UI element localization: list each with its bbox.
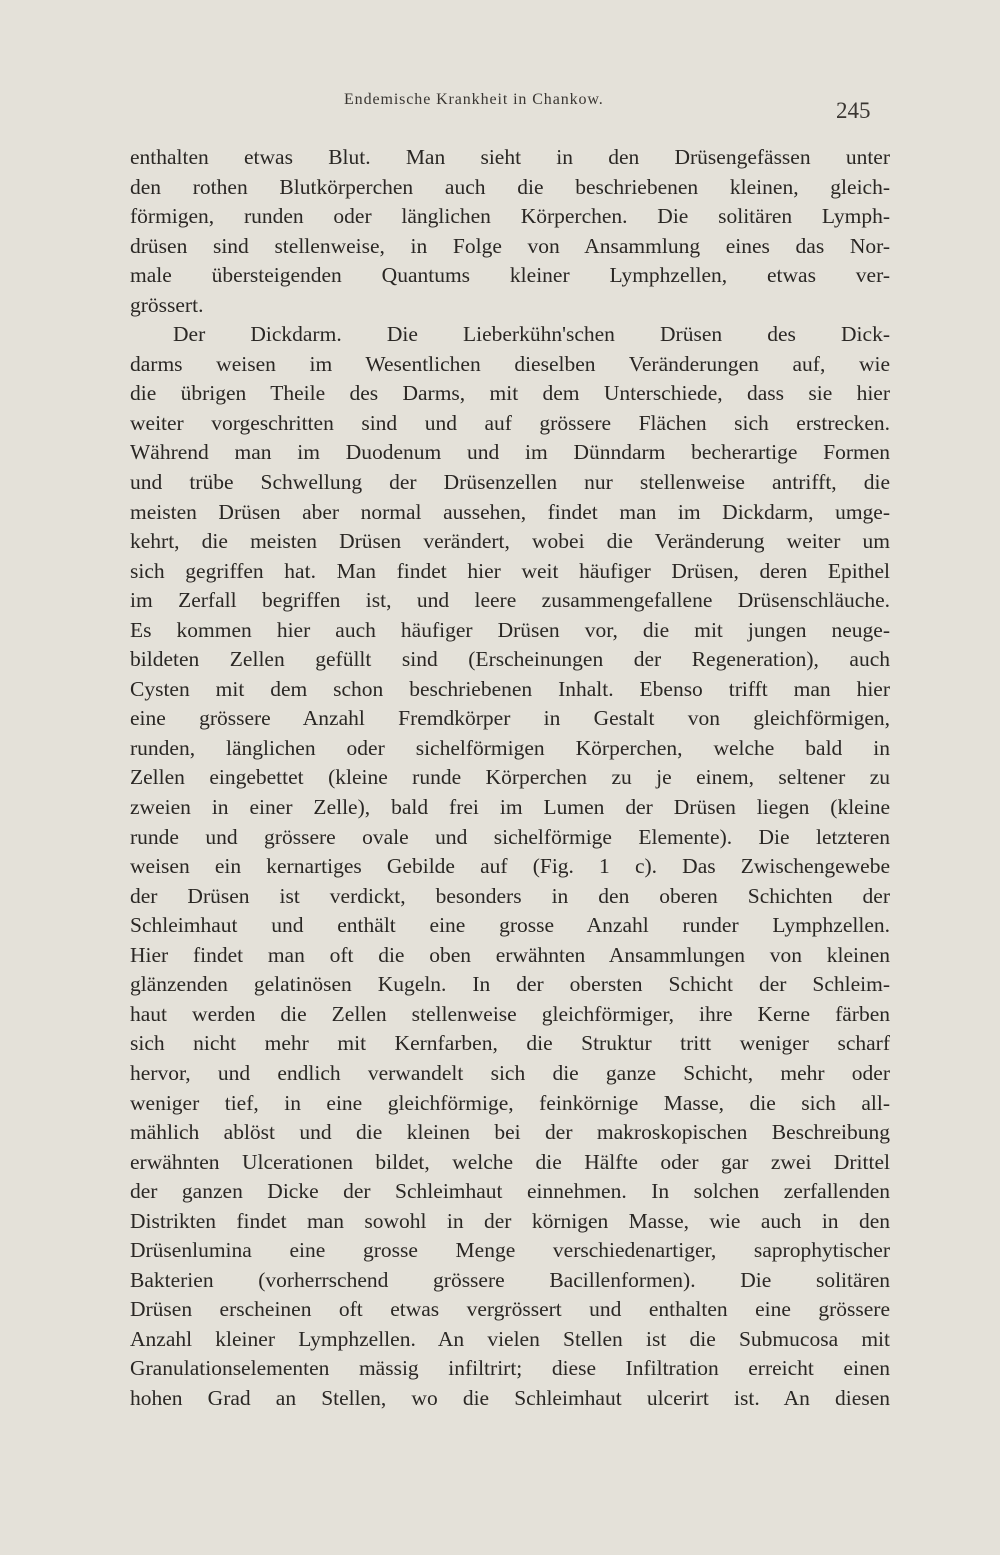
text-line: Cysten mit dem schon beschriebenen Inhalt. Ebenso trifft man hier xyxy=(130,676,890,701)
text-line: weiter vorgeschritten sind und auf grössere Flächen sich erstrecken. xyxy=(130,410,890,435)
text-line: Anzahl kleiner Lymphzellen. An vielen Stellen ist die Submucosa mit xyxy=(130,1326,890,1351)
text-line: mählich ablöst und die kleinen bei der makroskopischen Beschreibung xyxy=(130,1120,890,1145)
text-line: grössert. xyxy=(130,292,204,317)
text-line: enthalten etwas Blut. Man sieht in den Drüsengefässen unter xyxy=(130,145,890,169)
text-line: förmigen, runden oder länglichen Körperchen. Die solitären Lymph- xyxy=(130,204,890,229)
text-line: kehrt, die meisten Drüsen verändert, wobei die Veränderung weiter um xyxy=(130,529,890,554)
text-line: darms weisen im Wesentlichen dieselben Veränderungen auf, wie xyxy=(130,351,890,376)
text-line: haut werden die Zellen stellenweise gleichförmiger, ihre Kerne färben xyxy=(130,1001,890,1026)
text-line: erwähnten Ulcerationen bildet, welche die Hälfte oder gar zwei Drittel xyxy=(130,1149,890,1174)
text-line: der Drüsen ist verdickt, besonders in den oberen Schichten der xyxy=(130,883,890,908)
text-line: Schleimhaut und enthält eine grosse Anzahl runder Lymphzellen. xyxy=(130,913,890,938)
text-line: Drüsen erscheinen oft etwas vergrössert und enthalten eine grössere xyxy=(130,1297,890,1322)
text-line: meisten Drüsen aber normal aussehen, findet man im Dickdarm, umge- xyxy=(130,499,890,524)
text-line: weniger tief, in eine gleichförmige, feinkörnige Masse, die sich all- xyxy=(130,1090,890,1115)
text-line: bildeten Zellen gefüllt sind (Erscheinungen der Regeneration), auch xyxy=(130,647,890,672)
text-line: und trübe Schwellung der Drüsenzellen nur stellenweise antrifft, die xyxy=(130,470,890,495)
text-line: weisen ein kernartiges Gebilde auf (Fig. 1 c). Das Zwischengewebe xyxy=(130,854,890,879)
text-line: Granulationselementen mässig infiltrirt; diese Infiltration erreicht einen xyxy=(130,1356,890,1381)
text-line: die übrigen Theile des Darms, mit dem Unterschiede, dass sie hier xyxy=(130,381,890,406)
text-line: runden, länglichen oder sichelförmigen Körperchen, welche bald in xyxy=(130,735,890,760)
text-line: im Zerfall begriffen ist, und leere zusammengefallene Drüsenschläuche. xyxy=(130,588,890,613)
body-text xyxy=(130,143,890,1414)
text-line: hervor, und endlich verwandelt sich die ganze Schicht, mehr oder xyxy=(130,1060,890,1085)
text-line: eine grössere Anzahl Fremdkörper in Gestalt von gleichförmigen, xyxy=(130,706,890,731)
text-line: Drüsenlumina eine grosse Menge verschiedenartiger, saprophytischer xyxy=(130,1238,890,1263)
text-line: zweien in einer Zelle), bald frei im Lumen der Drüsen liegen (kleine xyxy=(130,795,890,820)
page-number: 245 xyxy=(836,98,871,123)
text-line: der ganzen Dicke der Schleimhaut einnehmen. In solchen zerfallenden xyxy=(130,1179,890,1204)
text-line: Distrikten findet man sowohl in der körnigen Masse, wie auch in den xyxy=(130,1208,890,1233)
text-line: sich gegriffen hat. Man findet hier weit häufiger Drüsen, deren Epithel xyxy=(130,558,890,583)
text-line: male übersteigenden Quantums kleiner Lymphzellen, etwas ver- xyxy=(130,263,890,288)
text-line: hohen Grad an Stellen, wo die Schleimhaut ulcerirt ist. An diesen xyxy=(130,1385,890,1410)
text-line: Zellen eingebettet (kleine runde Körperchen zu je einem, seltener zu xyxy=(130,765,890,790)
text-line: runde und grössere ovale und sichelförmige Elemente). Die letzteren xyxy=(130,824,890,849)
text-line: Während man im Duodenum und im Dünndarm becherartige Formen xyxy=(130,440,890,465)
text-line: Bakterien (vorherrschend grössere Bacillenformen). Die solitären xyxy=(130,1267,890,1292)
text-line: drüsen sind stellenweise, in Folge von Ansammlung eines das Nor- xyxy=(130,233,890,258)
text-line: Es kommen hier auch häufiger Drüsen vor, die mit jungen neuge- xyxy=(130,617,890,642)
text-line: sich nicht mehr mit Kernfarben, die Struktur tritt weniger scharf xyxy=(130,1031,890,1056)
running-title: Endemische Krankheit in Chankow. xyxy=(344,91,604,108)
section-heading-line: Der Dickdarm. Die Lieberkühn'schen Drüsen des Dick- xyxy=(173,322,890,347)
text-line: glänzenden gelatinösen Kugeln. In der obersten Schicht der Schleim- xyxy=(130,972,890,997)
text-line: den rothen Blutkörperchen auch die beschriebenen kleinen, gleich- xyxy=(130,174,890,199)
text-line: Hier findet man oft die oben erwähnten Ansammlungen von kleinen xyxy=(130,942,890,967)
